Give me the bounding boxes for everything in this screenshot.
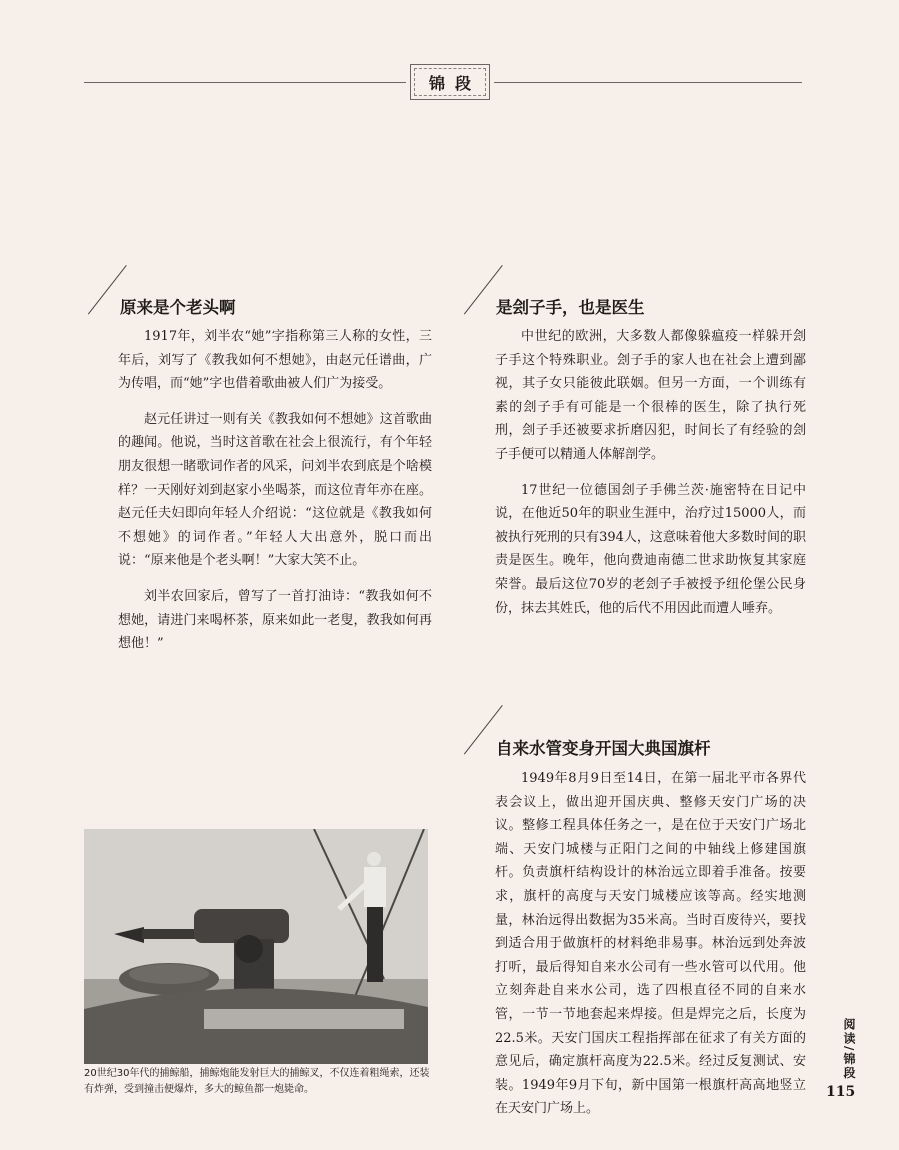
- article-body: [495, 325, 806, 632]
- article-heading: 自来水管变身开国大典国旗杆: [496, 739, 711, 758]
- whaling-ship-photo: [84, 829, 428, 1064]
- article-paragraph: 中世纪的欧洲，大多数人都像躲瘟疫一样躲开刽子手这个特殊职业。刽子手的家人也在社会上遭到鄙视，其子女只能彼此联姻。但另一方面，一个训练有素的刽子手有可能是一个很棒的医生，除了执行死刑，刽子手还被要求折磨囚犯，时间长了有经验的刽子手便可以精通人体解剖学。: [495, 329, 806, 462]
- article-body: [495, 767, 806, 1133]
- article-body: [118, 325, 432, 668]
- article-paragraph: 赵元任讲过一则有关《教我如何不想她》这首歌曲的趣闻。他说，当时这首歌在社会上很流行，有个年轻朋友很想一睹歌词作者的风采，问刘半农到底是个啥模样？一天刚好刘到赵家小坐喝茶，而这位青年亦在座。赵元任夫妇即向年轻人介绍说：“这位就是《教我如何不想她》的词作者。”年轻人大出意外，脱口而出说：“原来他是个老头啊！”大家大笑不止。: [118, 411, 432, 569]
- article-paragraph: 1949年8月9日至14日，在第一届北平市各界代表会议上，做出迎开国庆典、整修天安门广场的决议。整修工程具体任务之一，是在位于天安门广场北端、天安门城楼与正阳门之间的中轴线上修建国旗杆。负责旗杆结构设计的林治远立即着手准备。按要求，旗杆的高度与天安门城楼应该等高。经实地测量，林治远得出数据为35米高。当时百废待兴，要找到适合用于做旗杆的材料绝非易事。林治远到处奔波打听，最后得知自来水公司有一些水管可以代用。他立刻奔赴自来水公司，选了四根直径不同的自来水管，一节一节地套起来焊接。但是焊完之后，长度为22.5米。天安门国庆工程指挥部在征求了有关方面的意见后，确定旗杆高度为22.5米。经过反复测试、安装。1949年9月下旬，新中国第一根旗杆高高地竖立在天安门广场上。: [495, 771, 806, 1117]
- page-number: 115: [826, 1084, 856, 1100]
- article-paragraph: 刘半农回家后，曾写了一首打油诗：“教我如何不想她，请进门来喝杯茶，原来如此一老叟，教我如何再想他！”: [118, 588, 432, 652]
- article-paragraph: 1917年，刘半农“她”字指称第三人称的女性，三年后，刘写了《教我如何不想她》，由赵元任谱曲，广为传唱，而“她”字也借着歌曲被人们广为接受。: [118, 329, 432, 392]
- photo-caption: 20世纪30年代的捕鲸船，捕鲸炮能发射巨大的捕鲸叉，不仅连着粗绳索，还装有炸弹，受到撞击便爆炸，多大的鲸鱼都一炮毙命。: [84, 1068, 430, 1095]
- header-rule-left: [84, 82, 406, 83]
- column-title: 锦段: [428, 73, 481, 93]
- header-rule-right: [494, 82, 802, 83]
- article-paragraph: 17世纪一位德国刽子手佛兰茨·施密特在日记中说，在他近50年的职业生涯中，治疗过15000人，而被执行死刑的只有394人，这意味着他大多数时间的职责是医生。晚年，他向费迪南德二世求助恢复其家庭荣誉。最后这位70岁的老刽子手被授予纽伦堡公民身份，抹去其姓氏，他的后代不用因此而遭人唾弃。: [495, 482, 806, 616]
- article-heading: 原来是个老头啊: [120, 298, 236, 317]
- section-label: 阅读/锦段: [842, 1018, 856, 1081]
- column-header-box: [410, 64, 490, 100]
- article-heading: 是刽子手，也是医生: [496, 298, 645, 317]
